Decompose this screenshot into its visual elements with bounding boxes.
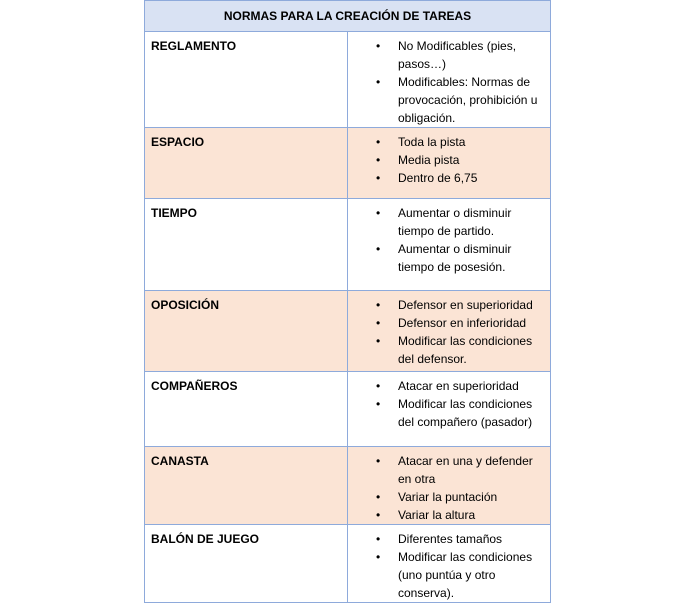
list-item: • Aumentar o disminuir tiempo de posesión. xyxy=(376,240,546,276)
list-item: • Modificar las condiciones del compañero (pasador) xyxy=(376,395,546,431)
list-item: • Atacar en superioridad xyxy=(376,377,546,395)
row-espacio xyxy=(145,128,551,199)
row-canasta xyxy=(145,447,551,525)
row-label: CANASTA xyxy=(145,447,348,525)
list-item: • Modificables: Normas de provocación, prohibición u obligación. xyxy=(376,73,546,127)
row-balon-de-juego xyxy=(145,525,551,603)
row-items xyxy=(348,199,551,291)
list-item: • Defensor en superioridad xyxy=(376,296,546,314)
list-item: • Variar la puntación xyxy=(376,488,546,506)
list-item: • Modificar las condiciones (uno puntúa y otro conserva). xyxy=(376,548,546,602)
bullet-list xyxy=(348,377,546,431)
row-label: TIEMPO xyxy=(145,199,348,291)
row-label: BALÓN DE JUEGO xyxy=(145,525,348,603)
bullet-list xyxy=(348,530,546,602)
list-item: • Aumentar o disminuir tiempo de partido. xyxy=(376,204,546,240)
list-item: • Modificar las condiciones del defensor. xyxy=(376,332,546,368)
row-items xyxy=(348,525,551,603)
row-items xyxy=(348,128,551,199)
list-item: • No Modificables (pies, pasos…) xyxy=(376,37,546,73)
norms-table-container xyxy=(144,0,551,603)
bullet-list xyxy=(348,452,546,524)
bullet-list xyxy=(348,37,546,127)
row-items xyxy=(348,291,551,372)
row-companeros xyxy=(145,372,551,447)
list-item: • Dentro de 6,75 xyxy=(376,169,546,187)
list-item: • Atacar en una y defender en otra xyxy=(376,452,546,488)
list-item: • Toda la pista xyxy=(376,133,546,151)
table-title: NORMAS PARA LA CREACIÓN DE TAREAS xyxy=(145,1,551,32)
title-row xyxy=(145,1,551,32)
row-oposicion xyxy=(145,291,551,372)
norms-table xyxy=(144,0,551,603)
row-label: OPOSICIÓN xyxy=(145,291,348,372)
list-item: • Diferentes tamaños xyxy=(376,530,546,548)
row-label: ESPACIO xyxy=(145,128,348,199)
row-tiempo xyxy=(145,199,551,291)
bullet-list xyxy=(348,133,546,187)
list-item: • Media pista xyxy=(376,151,546,169)
bullet-list xyxy=(348,204,546,276)
bullet-list xyxy=(348,296,546,368)
row-items xyxy=(348,447,551,525)
row-reglamento xyxy=(145,32,551,128)
list-item: • Variar la altura xyxy=(376,506,546,524)
row-label: REGLAMENTO xyxy=(145,32,348,128)
row-items xyxy=(348,32,551,128)
row-label: COMPAÑEROS xyxy=(145,372,348,447)
list-item: • Defensor en inferioridad xyxy=(376,314,546,332)
row-items xyxy=(348,372,551,447)
